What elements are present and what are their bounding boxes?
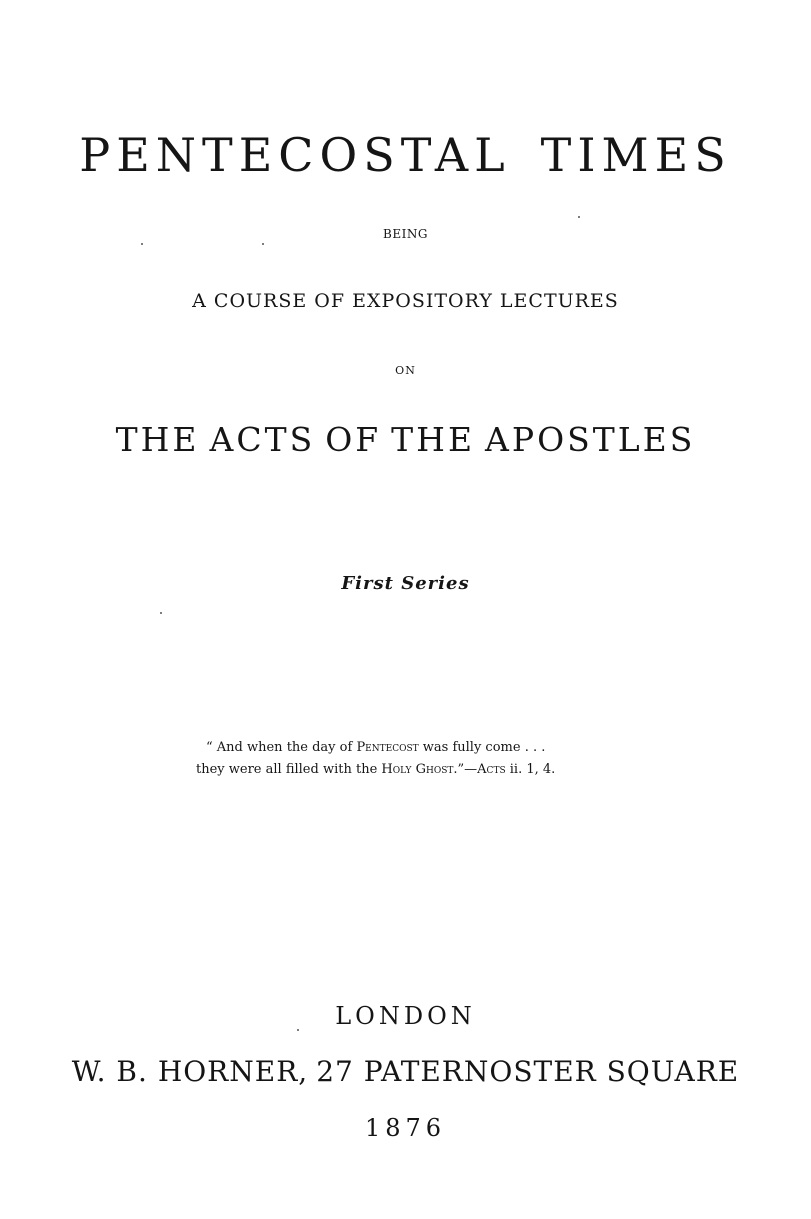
- book-title-word-1: THE: [115, 420, 200, 459]
- series-label: First Series: [341, 573, 470, 594]
- book-title-word-5: APOSTLES: [485, 420, 696, 459]
- scan-speck: [578, 216, 580, 218]
- subtitle: A COURSE OF EXPOSITORY LECTURES: [192, 290, 619, 312]
- book-title-word-2: ACTS: [209, 420, 316, 459]
- main-title-word-2: TIMES: [540, 128, 732, 182]
- main-title-word-1: PENTECOSTAL: [79, 128, 511, 182]
- on-label: ON: [395, 364, 416, 377]
- epigraph-line-1-close: was fully come . . .: [418, 740, 546, 755]
- being-label: BEING: [383, 227, 428, 241]
- epigraph-line-2-open: they were all filled with the: [196, 762, 382, 777]
- book-title-word-4: THE: [391, 420, 476, 459]
- epigraph-line-1: [196, 737, 666, 759]
- year: 1876: [364, 1114, 447, 1142]
- publisher-name: W. B. HORNER,: [71, 1055, 309, 1088]
- scan-speck: [160, 612, 162, 614]
- epigraph-pentecost: Pentecost: [356, 740, 419, 755]
- epigraph-acts: Acts: [477, 762, 506, 777]
- publisher-address: 27 PATERNOSTER SQUARE: [316, 1055, 740, 1088]
- epigraph-reference: ii. 1, 4.: [505, 762, 556, 777]
- epigraph: [196, 737, 666, 781]
- city: LONDON: [335, 1002, 476, 1030]
- book-title-word-3: OF: [325, 420, 382, 459]
- epigraph-line-2: [196, 759, 666, 781]
- scan-speck: [262, 243, 264, 245]
- epigraph-quote-dash: ”—: [457, 762, 478, 777]
- publisher: [0, 1054, 811, 1090]
- scan-speck: [141, 243, 143, 245]
- main-title: [0, 125, 811, 185]
- book-title: [0, 416, 811, 464]
- epigraph-line-1-open: “ And when the day of: [206, 740, 357, 755]
- scan-speck: [297, 1029, 299, 1031]
- epigraph-holy-ghost: Holy Ghost.: [381, 762, 458, 777]
